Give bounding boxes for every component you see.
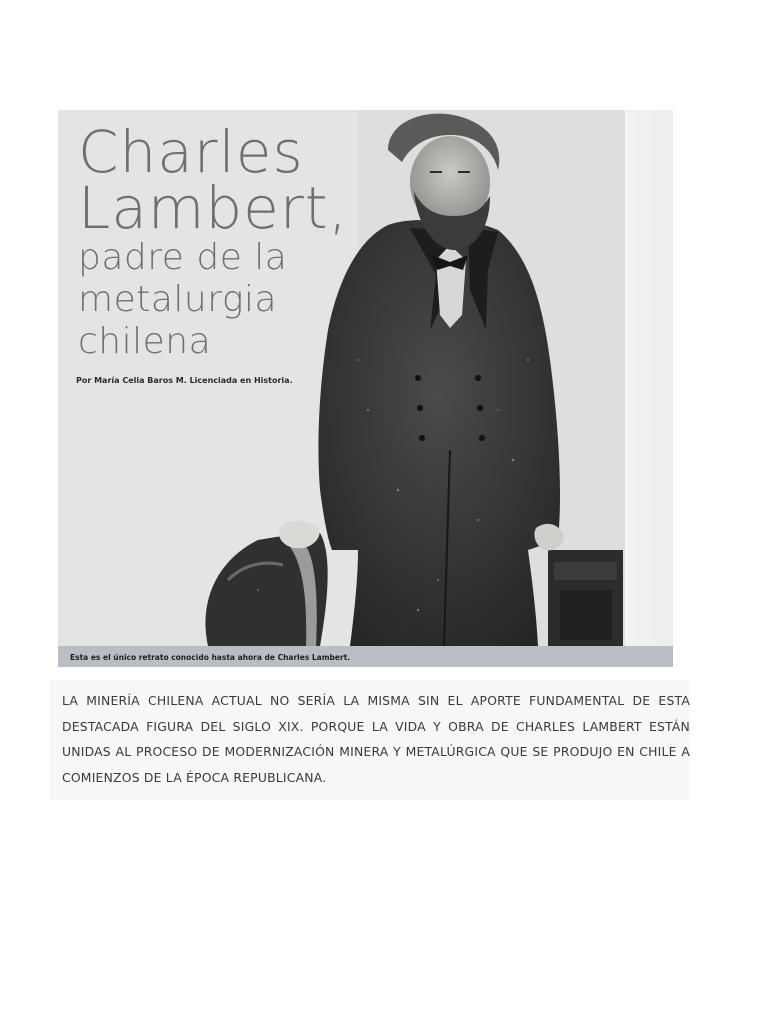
pedestal bbox=[548, 550, 623, 646]
title-line-2: Lambert, bbox=[78, 174, 348, 242]
subtitle-line-3: chilena bbox=[78, 321, 212, 362]
author-byline: Por María Celia Baros M. Licenciada en Historia. bbox=[76, 376, 293, 385]
photo-caption-bar bbox=[58, 646, 673, 667]
subtitle-line-1: padre de la bbox=[78, 237, 288, 278]
intro-paragraph-box bbox=[50, 680, 690, 800]
subtitle-line-2: metalurgia bbox=[78, 279, 278, 320]
intro-paragraph: LA MINERÍA CHILENA ACTUAL NO SERÍA LA MISMA SIN EL APORTE FUNDAMENTAL DE ESTA DESTACADA FIGURA DEL SIGLO XIX. PORQUE LA VIDA Y OBRA DE CHARLES LAMBERT ESTÁN UNIDAS AL PROCESO DE MODERNIZACIÓN MINERA Y METALÚRGICA QUE SE PRODUJO EN CHILE A COMIENZOS DE LA ÉPOCA REPUBLICANA. bbox=[62, 693, 690, 785]
photo-caption: Esta es el único retrato conocido hasta ahora de Charles Lambert. bbox=[70, 653, 351, 662]
portrait-photo bbox=[58, 110, 673, 646]
article-title bbox=[78, 118, 348, 362]
title-line-1: Charles bbox=[78, 118, 304, 186]
